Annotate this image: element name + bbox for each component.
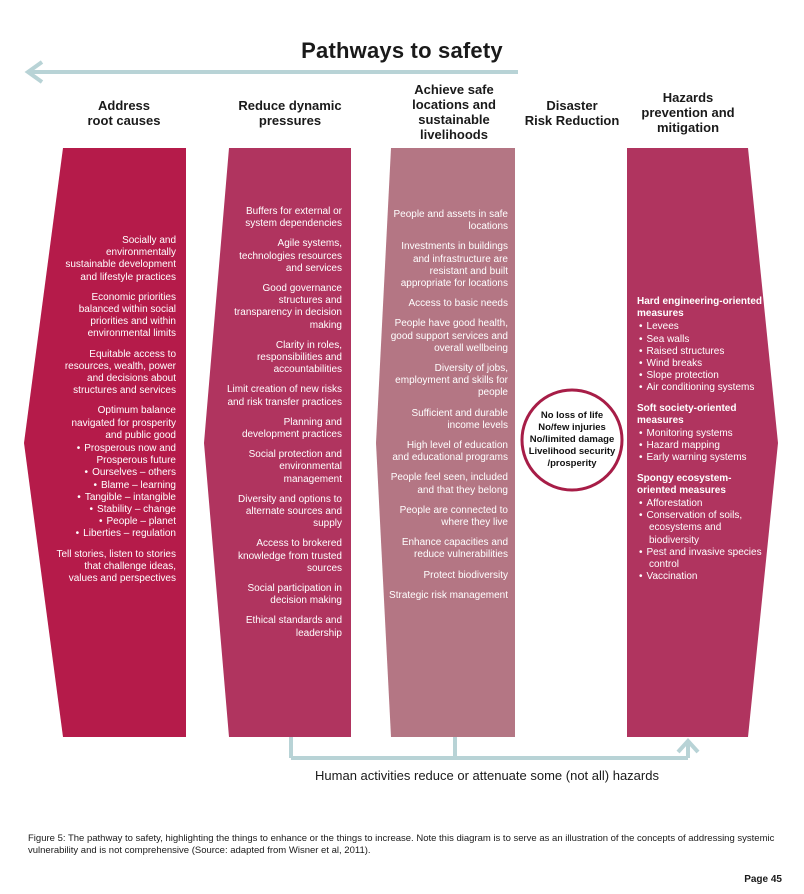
safe-locations-item: People and assets in safe locations xyxy=(393,209,508,233)
drr-outcome-text xyxy=(524,410,620,470)
dynamic-pressure-item: Agile systems, technologies resources and services xyxy=(239,238,342,274)
page-number: Page 45 xyxy=(744,874,782,885)
measure-item: • Vaccination xyxy=(637,571,765,583)
balance-list xyxy=(56,443,176,541)
measure-item: • Afforestation xyxy=(637,498,765,510)
dynamic-pressure-item: Social protection and environmental management xyxy=(248,449,342,485)
bottom-bracket-arrow xyxy=(291,737,698,758)
root-causes-item: Optimum balance navigated for prosperity and public good xyxy=(71,405,176,441)
safe-locations-item: Access to basic needs xyxy=(408,298,508,310)
measure-item: • Levees xyxy=(637,321,765,333)
dynamic-pressure-item: Ethical standards and leadership xyxy=(245,615,342,639)
measure-item: • Early warning systems xyxy=(637,452,765,464)
measure-item: • Sea walls xyxy=(637,334,765,346)
top-arrow xyxy=(28,62,518,82)
safe-locations-item: Investments in buildings and infrastructure are resistant and built appropriate for locations xyxy=(400,241,508,290)
spongy-ecosystem-list xyxy=(637,498,765,583)
measure-item: • Pest and invasive species control xyxy=(637,547,765,571)
outcome-line: /prosperity xyxy=(547,458,597,469)
outcome-line: No loss of life xyxy=(540,410,604,421)
safe-locations-item: Strategic risk management xyxy=(389,589,508,601)
safe-locations-item: High level of education and educational programs xyxy=(392,440,508,464)
column-root-causes-text xyxy=(56,235,176,593)
outcome-line: Livelihood security xyxy=(528,446,616,457)
measure-item: • Air conditioning systems xyxy=(637,382,765,394)
outcome-line: No/few injuries xyxy=(538,422,606,433)
dynamic-pressure-item: Good governance structures and transparency in decision making xyxy=(234,283,342,331)
measure-item: • Monitoring systems xyxy=(637,428,765,440)
safe-locations-item: Enhance capacities and reduce vulnerabilities xyxy=(401,537,508,561)
column-safe-locations-text xyxy=(388,209,508,610)
heading-address-root-causes: Address root causes xyxy=(87,98,161,128)
root-causes-item: Equitable access to resources, wealth, power and decisions about structures and services xyxy=(64,348,176,397)
bottom-arrow-label: Human activities reduce or attenuate some (not all) hazards xyxy=(315,768,659,783)
dynamic-pressure-item: Clarity in roles, responsibilities and accountabilities xyxy=(256,339,342,376)
heading-disaster-risk-reduction: Disaster Risk Reduction xyxy=(524,98,620,128)
measure-item: • Slope protection xyxy=(637,370,765,382)
heading-hazards-prevention: Hazards prevention and mitigation xyxy=(641,90,735,135)
balance-list-item: • Ourselves – others xyxy=(56,467,176,479)
measure-item: • Conservation of soils, ecosystems and biodiversity xyxy=(637,510,765,547)
dynamic-pressure-item: Diversity and options to alternate sources and supply xyxy=(238,493,342,530)
safe-locations-item: Diversity of jobs, employment and skills for people xyxy=(395,363,508,399)
safe-locations-item: People are connected to where they live xyxy=(399,504,508,529)
spongy-ecosystem-heading: Spongy ecosystem-oriented measures xyxy=(637,472,732,496)
balance-list-item: • Prosperous now and Prosperous future xyxy=(56,443,176,467)
column-dynamic-pressures-text xyxy=(226,206,342,648)
figure-caption: Figure 5: The pathway to safety, highlighting the things to enhance or the things to increase. Note this diagram is to serve as an illustration of the concepts of addressing systemic vulnerability and is not comprehensive (Source: adapted from Wisner et al, 2011). xyxy=(28,833,775,856)
soft-society-list xyxy=(637,428,765,465)
safe-locations-item: Protect biodiversity xyxy=(423,569,508,581)
outcome-line: No/limited damage xyxy=(529,434,615,445)
dynamic-pressure-item: Buffers for external or system dependencies xyxy=(245,206,342,230)
column-hazards-prevention-text xyxy=(637,296,765,591)
heading-achieve-safe-locations: Achieve safe locations and sustainable livelihoods xyxy=(412,82,496,142)
safe-locations-item: People have good health, good support services and overall wellbeing xyxy=(390,318,508,354)
measure-item: • Hazard mapping xyxy=(637,440,765,452)
safe-locations-item: People feel seen, included and that they belong xyxy=(390,472,508,496)
balance-list-item: • Liberties – regulation xyxy=(56,528,176,540)
balance-list-item: • Stability – change xyxy=(56,504,176,516)
hard-engineering-heading: Hard engineering-oriented measures xyxy=(637,296,763,320)
hard-engineering-list xyxy=(637,321,765,394)
dynamic-pressure-item: Social participation in decision making xyxy=(247,583,342,607)
safe-locations-item: Sufficient and durable income levels xyxy=(411,407,508,431)
root-causes-item: Socially and environmentally sustainable development and lifestyle practices xyxy=(65,235,176,283)
measure-item: • Wind breaks xyxy=(637,358,765,370)
measure-item: • Raised structures xyxy=(637,346,765,358)
heading-reduce-dynamic-pressures: Reduce dynamic pressures xyxy=(238,98,342,128)
root-causes-item: Economic priorities balanced within social priorities and within environmental limits xyxy=(78,291,176,340)
balance-list-item: • Tangible – intangible xyxy=(56,492,176,504)
dynamic-pressure-item: Limit creation of new risks and risk transfer practices xyxy=(226,384,342,408)
dynamic-pressure-item: Planning and development practices xyxy=(241,416,342,441)
diagram-title: Pathways to safety xyxy=(301,38,503,63)
balance-list-item: • Blame – learning xyxy=(56,480,176,492)
root-causes-item: Tell stories, listen to stories that challenge ideas, values and perspectives xyxy=(56,548,176,585)
soft-society-heading: Soft society-oriented measures xyxy=(637,402,737,426)
dynamic-pressure-item: Access to brokered knowledge from trusted sources xyxy=(238,538,342,574)
balance-list-item: • People – planet xyxy=(56,516,176,528)
